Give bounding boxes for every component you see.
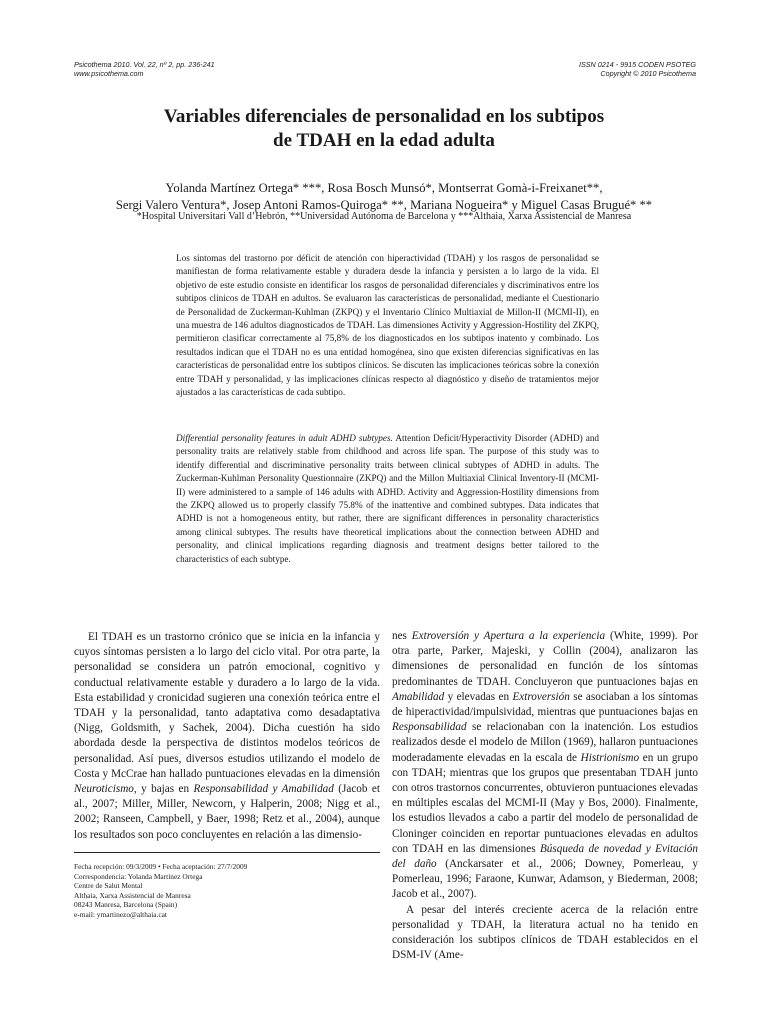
intro-paragraph-2: A pesar del interés creciente acerca de la relación entre personalidad y TDAH, la literatura actual no ha tenido en consideración los subtipos clínicos de TDAH establecidos en el DSM-IV (Ame-: [392, 903, 698, 962]
journal-header: [74, 60, 215, 78]
address-line: Althaia, Xarxa Assistencial de Manresa: [74, 890, 191, 900]
text-run: en un grupo con TDAH; mientras que los grupos que presentaban TDAH junto con otros trastornos concurrentes, obtuvieron puntuaciones elevadas en múltiples escalas del MCMI-II (May y Bos, 2000). Finalmente, los estudios llevados a cabo a partir del modelo de personalidad de Cloninger coinciden en reportar puntuaciones elevadas en adultos con TDAH en las dimensiones: [392, 751, 698, 855]
abstract-english: [176, 432, 599, 566]
text-run: nes: [392, 630, 412, 642]
italic-term: Búsqueda de novedad y Evitación del daño: [392, 842, 698, 871]
text-run: (Anckarsater et al., 2006; Downey, Pomerleau, y Pomerleau, 1996; Faraone, Kunwar, Adamson, y Biederman, 2008; Jacob et al., 2007).: [392, 858, 698, 901]
authors-line-1: Yolanda Martínez Ortega* ***, Rosa Bosch Munsó*, Montserrat Gomà-i-Freixanet**,: [165, 181, 603, 195]
affiliations: *Hospital Universitari Vall d’Hebrón, **Universidad Autónoma de Barcelona y ***Althaia, Xarxa Assistencial de Manresa: [136, 211, 632, 222]
body-column-left: [74, 630, 380, 843]
received-dates: Fecha recepción: 09/3/2009 • Fecha aceptación: 27/7/2009: [74, 862, 248, 871]
text-run: , y bajas en: [133, 783, 194, 796]
italic-term: Histrionismo: [580, 751, 640, 764]
italic-term: Responsabilidad: [392, 721, 467, 734]
text-run: y elevadas en: [444, 690, 513, 703]
contact-email[interactable]: e-mail: ymartinezo@althaia.cat: [74, 909, 167, 919]
abstract-english-title: Differential personality features in adult ADHD subtypes.: [176, 433, 393, 443]
authors-line-2: Sergi Valero Ventura*, Josep Antoni Ramos-Quiroga* **, Mariana Nogueira* y Miguel Casas Brugué* **: [115, 198, 653, 212]
title-line-2: de TDAH en la edad adulta: [273, 130, 495, 151]
abstract-spanish: Los síntomas del trastorno por déficit de atención con hiperactividad (TDAH) y los rasgos de personalidad se manifiestan de forma relativamente estable y duradera desde la infancia y persisten a lo largo de la vida. El objetivo de este estudio consiste en identificar los rasgos de personalidad diferenciales y discriminativos entre los subtipos clínicos de TDAH en adultos. Se evaluaron las características de personalidad, mediante el Cuestionario de Personalidad de Zuckerman-Kuhlman (ZKPQ) y el Inventario Clínico Multiaxial de Millon-II (MCMI-II), en una muestra de 146 adultos diagnosticados de TDAH. Las dimensiones Activity y Aggression-Hostility del ZKPQ, permitieron clasificar correctamente al 75,8% de los diagnosticados en los subtipos inatento y combinado. Los resultados indican que el TDAH no es una entidad homogénea, sino que existen diferencias significativas en las características de personalidad entre los subtipos clínicos. Se discuten las implicaciones teóricas sobre la conexión entre TDAH y personalidad, y las implicaciones clínicas respecto al diagnóstico y diseño de tratamientos mejor ajustados a las características de cada subtipo.: [176, 253, 599, 398]
italic-term: Extroversión: [512, 690, 570, 703]
journal-website[interactable]: www.psicothema.com: [74, 69, 144, 78]
text-run: (White, 1999). Por otra parte, Parker, Majeski, y Collin (2004), analizaron las dimensiones de personalidad en función de los síntomas predominantes de TDAH. Concluyeron que puntuaciones bajas en: [392, 630, 698, 688]
abstract-english-body: Attention Deficit/Hyperactivity Disorder (ADHD) and personality traits are relatively stable from childhood and across life span. The purpose of this study was to identify differential and discriminative personality traits between clinical subtypes of ADHD in adults. The Zuckerman-Kuhlman Personality Questionnaire (ZKPQ) and the Millon Multiaxial Clinical Inventory-II (MCMI-II) were administered to a sample of 146 adults with ADHD. Activity and Aggression-Hostility dimensions from the ZKPQ allowed us to properly classify 75.8% of the inattentive and combined subtypes. Data indicates that ADHD is not a homogeneous entity, but rather, there are significant differences in personality characteristics among clinical subtypes. The results have theoretical implications about the connection between ADHD and personality, and clinical implications regarding diagnosis and treatment designs better tailored to the characteristics of each subtype.: [176, 433, 600, 564]
title-line-1: Variables diferenciales de personalidad en los subtipos: [163, 106, 605, 127]
italic-term: Extroversión y Apertura a la experiencia: [411, 630, 606, 642]
author-list: [70, 180, 698, 214]
italic-term: Neuroticismo: [74, 783, 134, 796]
intro-paragraph-1: [74, 630, 380, 843]
footnote: [74, 862, 380, 920]
address-line: 08243 Manresa, Barcelona (Spain): [74, 900, 178, 910]
issn-line: ISSN 0214 - 9915 CODEN PSOTEG: [578, 60, 696, 69]
text-run: se asociaban a los síntomas de hiperactividad/impulsividad, mientras que puntuaciones bajas en: [392, 690, 698, 719]
intro-paragraph-continued: [392, 629, 698, 903]
italic-term: Amabilidad: [392, 690, 445, 703]
correspondence: Correspondencia: Yolanda Martínez Ortega: [74, 871, 203, 881]
text-run: se relacionaban con la inatención. Los estudios realizados desde el modelo de Millon (1969), hallaron puntuaciones moderadamente elevadas en la escala de: [392, 721, 698, 764]
footnote-divider: [74, 852, 380, 853]
italic-term: Responsabilidad y Amabilidad: [193, 783, 334, 796]
issn-header: [579, 60, 696, 78]
paper-title: [70, 105, 698, 153]
copyright-line: Copyright © 2010 Psicothema: [600, 69, 696, 78]
text-run: El TDAH es un trastorno crónico que se inicia en la infancia y cuyos síntomas persisten a lo largo del ciclo vital. Por otra parte, la personalidad se considera un patrón emocional, cognitivo y conductual relativamente estable y duradero a lo largo de la vida. Esta estabilidad y cronicidad sugieren una conexión teórica entre el TDAH y la personalidad, tanto adaptativa como desadaptativa (Nigg, Goldsmith, y Sachek, 2004). Dicha cuestión ha sido abordada desde la perspectiva de distintos modelos teóricos de personalidad. Así pues, diversos estudios utilizando el modelo de Costa y McCrae han hallado puntuaciones elevadas en la dimensión: [74, 631, 380, 780]
address-line: Centre de Salut Mental: [74, 881, 143, 891]
text-run: (Jacob et al., 2007; Miller, Miller, Newcorn, y Halperin, 2008; Nigg et al., 2002; Ranseen, Campbell, y Baer, 1998; Retz et al., 2004), aunque los resultados son poco concluyentes en relación a las dimensio-: [74, 783, 380, 841]
body-column-right: [392, 629, 698, 963]
journal-citation: Psicothema 2010. Vol. 22, nº 2, pp. 236-241: [74, 60, 215, 69]
